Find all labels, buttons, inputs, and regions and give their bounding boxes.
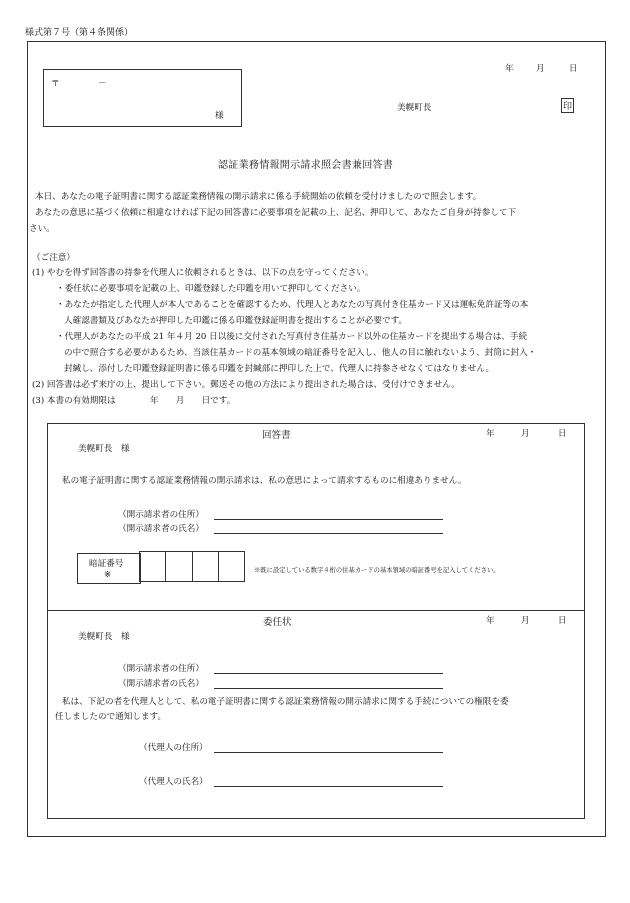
reply-name-line[interactable] <box>214 533 443 534</box>
recipient-honorific: 様 <box>215 111 224 121</box>
reply-date-year: 年 <box>486 429 495 439</box>
pin-mark: ※ <box>104 570 112 580</box>
proxy-name-line[interactable] <box>214 688 443 689</box>
proxy-statement-2: 任しましたので通知します。 <box>55 712 167 722</box>
proxy-title: 委任状 <box>263 617 292 628</box>
recipient-address-box <box>43 69 242 127</box>
official-seal: 印 <box>561 98 574 113</box>
intro-line-1: 本日、あなたの電子証明書に関する認証業務情報の開示請求に係る手続開始の依頼を受付けましたので照会します。 <box>35 192 482 202</box>
reply-name-label: （開示請求者の氏名） <box>118 524 204 534</box>
note-bullet-3a: ・代理人があなたの平成 21 年４月 20 日以後に交付された写真付き住基カード以外の住基カードを提出する場合は、手続 <box>56 332 528 342</box>
proxy-date-year: 年 <box>486 616 495 626</box>
proxy-addressee: 美幌町長 様 <box>78 632 130 642</box>
reply-title: 回答書 <box>262 430 291 441</box>
note-1: (1) やむを得ず回答書の持参を代理人に依頼されるときは、以下の点を守ってください。 <box>32 268 374 278</box>
postal-dash: － <box>98 79 107 89</box>
agent-name-label: （代理人の氏名） <box>139 777 208 787</box>
reply-addressee: 美幌町長 様 <box>78 444 130 454</box>
header-date-month: 月 <box>536 64 545 74</box>
note-3: (3) 本書の有効期限は 年 月 日です。 <box>32 396 236 406</box>
reply-proxy-divider <box>47 610 584 611</box>
reply-address-label: （開示請求者の住所） <box>118 510 204 520</box>
proxy-date-month: 月 <box>521 616 530 626</box>
note-bullet-3b: の中で照合する必要があるため、当該住基カードの基本領域の暗証番号を記入し、他人の目に触れないよう、封筒に封入・ <box>64 348 537 358</box>
header-date-day: 日 <box>569 64 578 74</box>
reply-date-month: 月 <box>521 429 530 439</box>
pin-note: ※既に設定している数字４桁の住基カードの基本領域の暗証番号を記入してください。 <box>254 567 500 574</box>
reply-statement: 私の電子証明書に関する認証業務情報の開示請求は、私の意思によって請求するものに相違ありません。 <box>62 476 467 486</box>
reply-address-line[interactable] <box>214 519 443 520</box>
note-bullet-3c: 封緘し、添付した印鑑登録証明書に係る印鑑を封緘部に押印した上で、代理人に持参させなくてはなりません。 <box>64 364 495 374</box>
pin-digit-2[interactable] <box>166 552 192 581</box>
intro-line-3: さい。 <box>29 224 55 234</box>
header-date-year: 年 <box>505 64 514 74</box>
note-bullet-2b: 人確認書類及びあなたが押印した印鑑に係る印鑑登録証明書を提出することが必要です。 <box>64 316 408 326</box>
pin-digit-3[interactable] <box>193 552 219 581</box>
agent-name-line[interactable] <box>214 786 443 787</box>
proxy-date-day: 日 <box>558 616 567 626</box>
proxy-address-label: （開示請求者の住所） <box>118 664 204 674</box>
pin-code-boxes[interactable] <box>139 551 245 582</box>
issuer-name: 美幌町長 <box>397 103 432 113</box>
note-bullet-2a: ・あなたが指定した代理人が本人であることを確認するため、代理人とあなたの写真付き住基カード又は運転免許証等の本 <box>56 300 529 310</box>
pin-digit-4[interactable] <box>219 552 244 581</box>
reply-date-day: 日 <box>558 429 567 439</box>
proxy-name-label: （開示請求者の氏名） <box>118 679 204 689</box>
notes-heading: （ご注意） <box>32 253 75 263</box>
document-title: 認証業務情報開示請求照会書兼回答書 <box>218 160 394 171</box>
intro-line-2: あなたの意思に基づく依頼に相違なければ下記の回答書に必要事項を記載の上、記名、押印して、あなたご自身が持参して下 <box>35 208 517 218</box>
agent-address-label: （代理人の住所） <box>139 743 208 753</box>
postal-mark: 〒 <box>51 79 60 89</box>
agent-address-line[interactable] <box>214 752 443 753</box>
proxy-address-line[interactable] <box>214 673 443 674</box>
note-2: (2) 回答書は必ず来庁の上、提出して下さい。郵送その他の方法により提出された場合は、受付けできません。 <box>32 380 460 390</box>
pin-digit-1[interactable] <box>140 552 166 581</box>
note-bullet-1: ・委任状に必要事項を記載の上、印鑑登録した印鑑を用いて押印してください。 <box>56 284 366 294</box>
proxy-statement-1: 私は、下記の者を代理人として、私の電子証明書に関する認証業務情報の開示請求に関する手続についての権限を委 <box>62 697 509 707</box>
pin-label: 暗証番号 <box>89 559 124 569</box>
form-number: 様式第７号（第４条関係） <box>25 28 134 38</box>
